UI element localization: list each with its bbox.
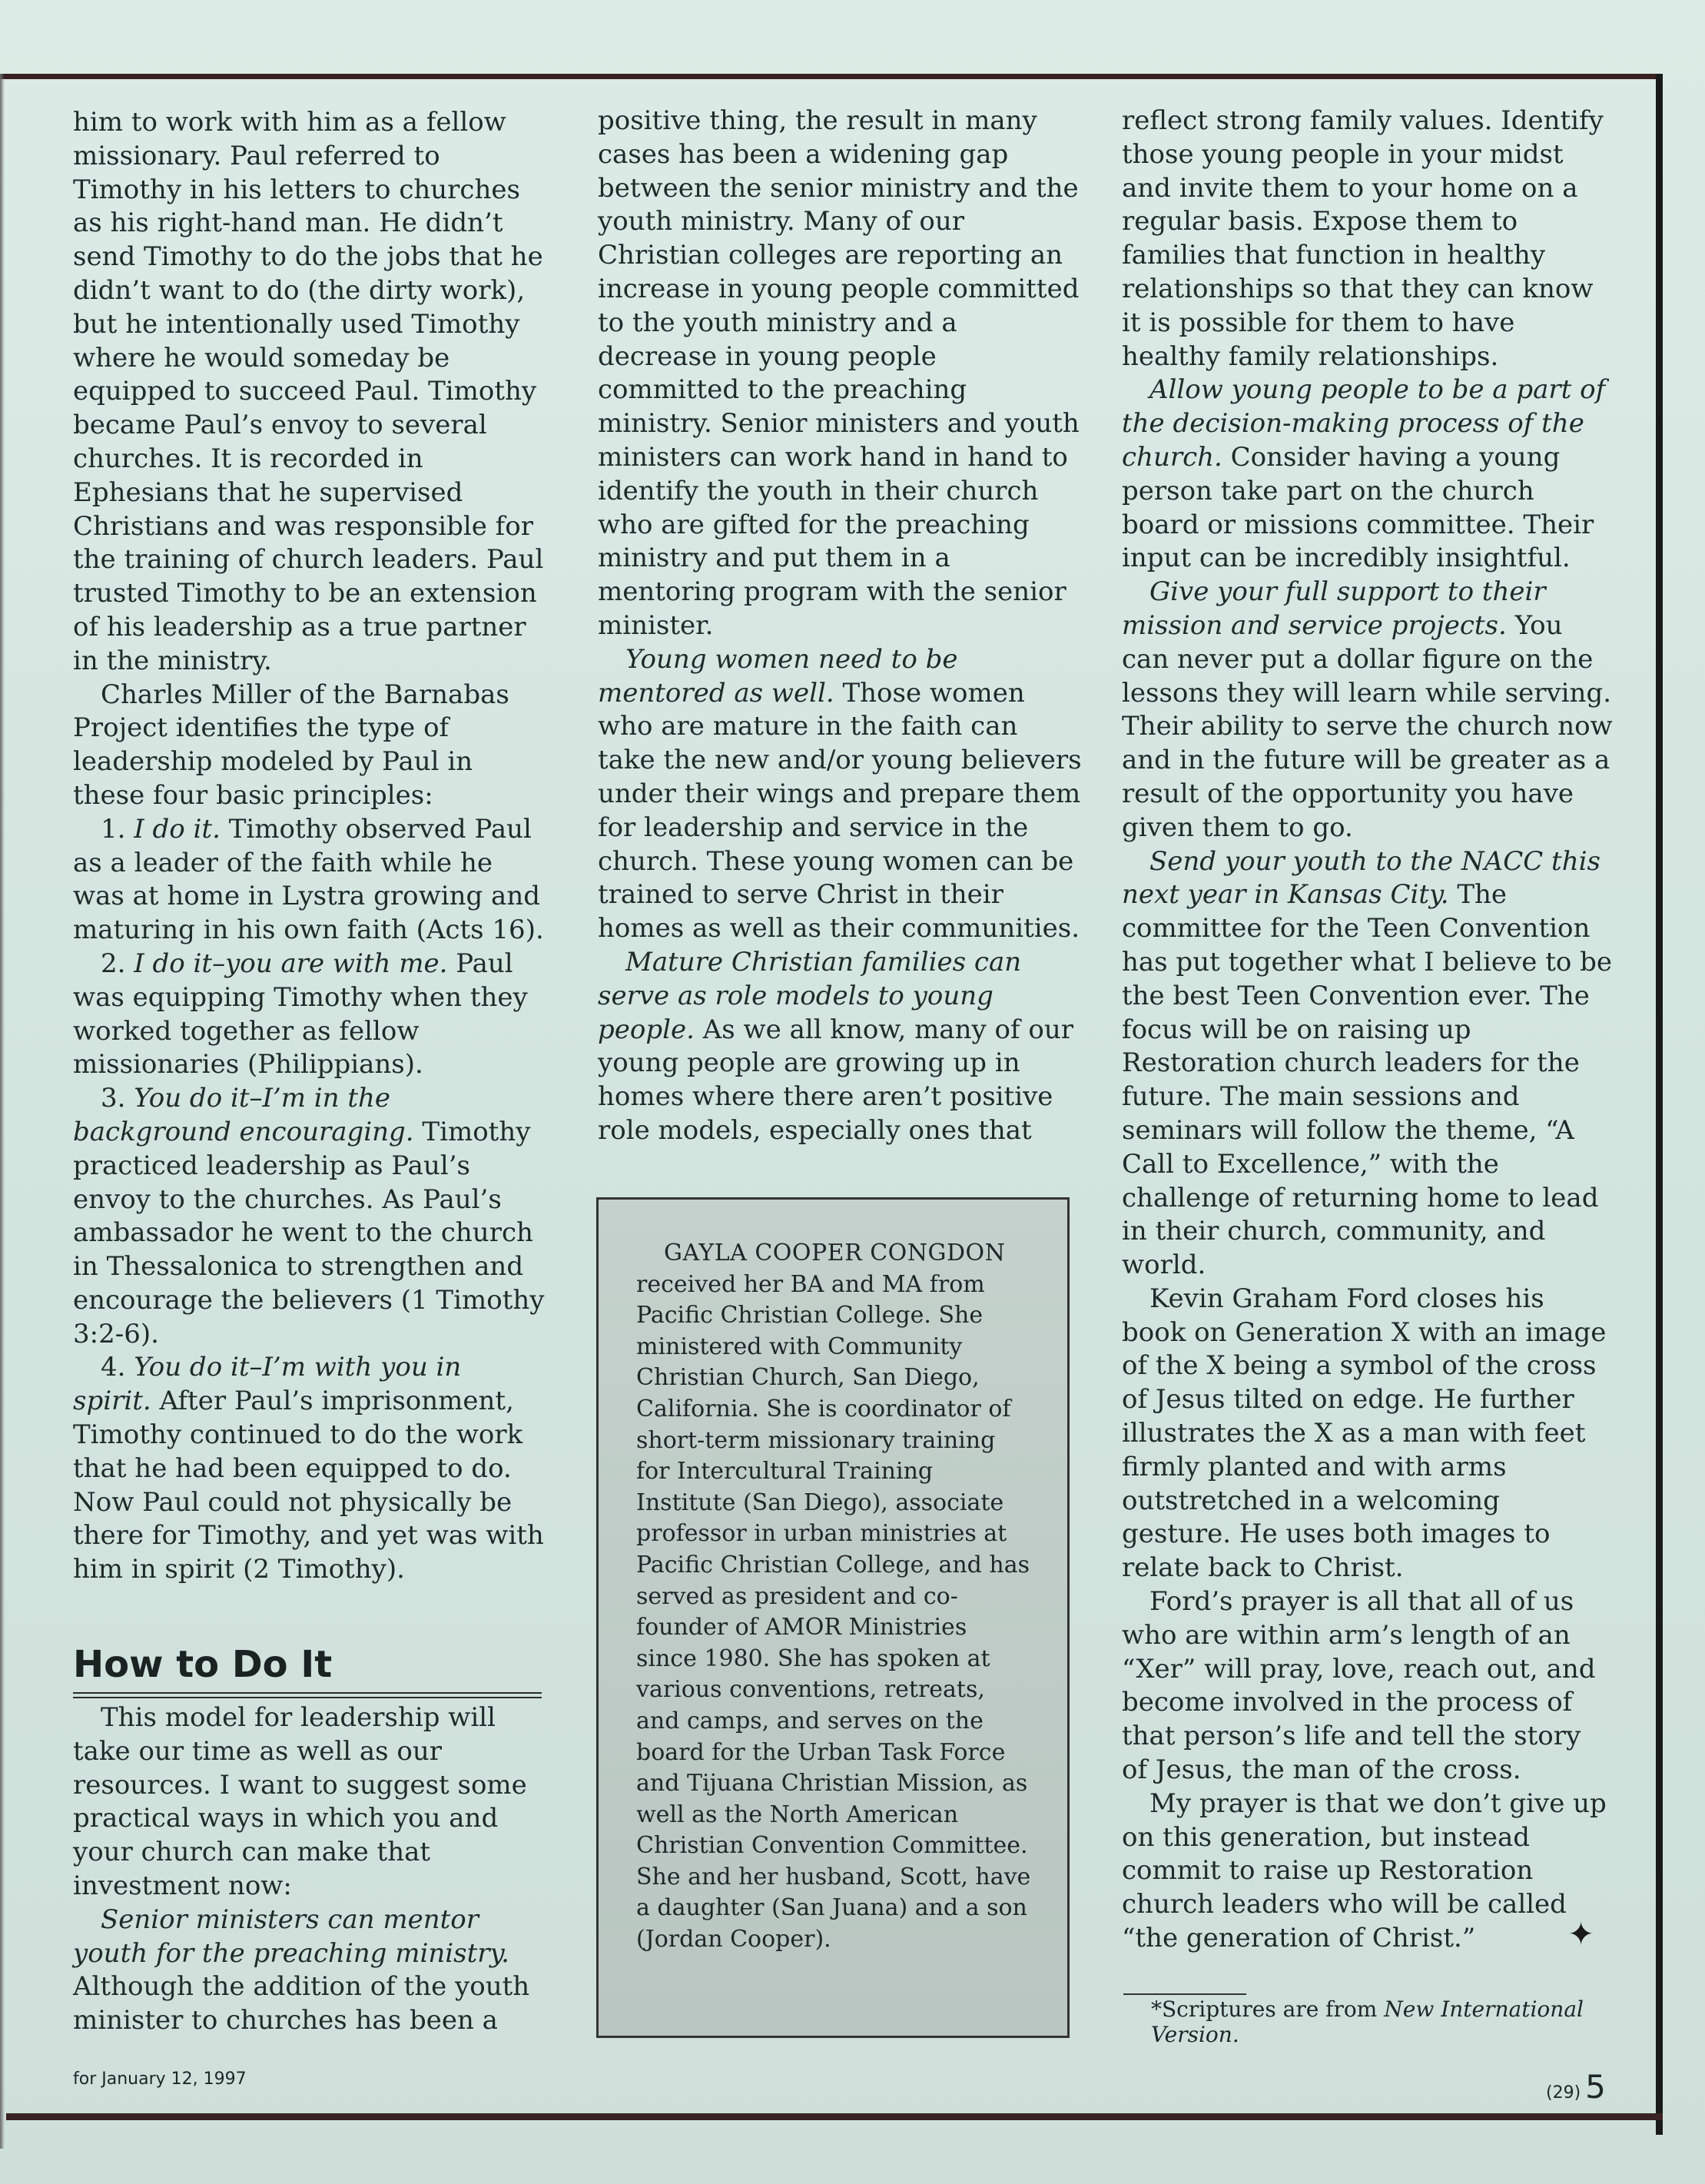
col2-paragraph-2: Young women need to be mentored as well. Those women who are mature in the faith can take the new and/or young believers under their wings and prepare them for leadership and service in the church. These young women can be trained to serve Christ in their homes as well as their communities. bbox=[598, 643, 1082, 944]
footnote: *Scriptures are from New International Version. bbox=[1151, 1996, 1584, 2047]
author-bio-text: received her BA and MA from Pacific Christian College. She ministered with Community Christian Church, San Diego, California. She is coordinator of short-term missionary training for Intercultural Training Institute (San Diego), associate professor in urban ministries at Pacific Christian College, and has served as president and co-founder of AMOR Ministries since 1980. She has spoken at various conventions, retreats, and camps, and serves on the board for the Urban Task Force and Tijuana Christian Mission, as well as the North American Christian Convention Committee. She and her husband, Scott, have a daughter (San Juana) and a son (Jordan Cooper). bbox=[636, 1270, 1031, 1953]
column-1-lower bbox=[73, 1701, 546, 2038]
col1-paragraph-2: Charles Miller of the Barnabas Project identifies the type of leadership modeled by Paul in these four basic principles: bbox=[73, 679, 509, 811]
author-bio-box bbox=[596, 1197, 1070, 2038]
issue-date: for January 12, 1997 bbox=[73, 2069, 247, 2089]
footnote-rule bbox=[1123, 1993, 1246, 1995]
principle-4: 4. You do it–I’m with you in spirit. After Paul’s imprisonment, Timothy continued to do the work that he had been equipped to do. Now Paul could not physically be there for Timothy, and yet was with him in spirit (2 Timothy). bbox=[73, 1352, 544, 1585]
heading-rule bbox=[73, 1692, 542, 1698]
page-edge-shadow bbox=[0, 74, 5, 2149]
page-number: 5 bbox=[1585, 2068, 1606, 2106]
col2-paragraph-1: positive thing, the result in many cases has been a widening gap between the senior ministry and the youth ministry. Many of our Christian colleges are reporting an increase in young people committed to the youth ministry and a decrease in young people committed to the preaching ministry. Senior ministers and youth ministers can work hand in hand to identify the youth in their church who are gifted for the preaching ministry and put them in a mentoring program with the senior minister. bbox=[598, 105, 1080, 641]
principle-1: 1. I do it. Timothy observed Paul as a leader of the faith while he was at home in Lystra growing and maturing in his own faith (Acts 16). bbox=[73, 813, 544, 946]
col3-paragraph-6: Ford’s prayer is all that all of us who are within arm’s length of an “Xer” will pray, love, reach out, and become involved in the process of that person’s life and tell the story of Jesus, the man of the cross. bbox=[1122, 1586, 1596, 1786]
issue-page-number: (29) bbox=[1546, 2083, 1581, 2103]
col3-paragraph-3: Give your full support to their mission and service projects. You can never put a dollar figure on the lessons they will learn while serving. Their ability to serve the church now and in the future will be greater as a result of the opportunity you have given them to go. bbox=[1122, 576, 1613, 843]
frame-right-border bbox=[1656, 74, 1663, 2135]
col1-paragraph-3: This model for leadership will take our time as well as our resources. I want to suggest some practical ways in which you and your church can make that investment now: bbox=[73, 1702, 527, 1901]
principle-3: 3. You do it–I’m in the background encouraging. Timothy practiced leadership as Paul’s envoy to the churches. As Paul’s ambassador he went to the church in Thessalonica to strengthen and encourage the believers (1 Timothy 3:2-6). bbox=[73, 1083, 545, 1349]
column-2 bbox=[598, 105, 1082, 1148]
col3-paragraph-4: Send your youth to the NACC this next year in Kansas City. The committee for the Teen Convention has put together what I believe to be the best Teen Convention ever. The focus will be on raising up Restoration church leaders for the future. The main sessions and seminars will follow the theme, “A Call to Excellence,” with the challenge of returning home to lead in their church, community, and world. bbox=[1122, 845, 1613, 1281]
col3-paragraph-2: Allow young people to be a part of the decision-making process of the church. Consider having a young person take part on the church board or missions committee. Their input can be incredibly insightful. bbox=[1122, 374, 1606, 574]
col3-paragraph-7: My prayer is that we don’t give up on this generation, but instead commit to raise up Restoration church leaders who will be called “the generation of Christ.” bbox=[1122, 1787, 1607, 1954]
col2-paragraph-3: Mature Christian families can serve as role models to young people. As we all know, many of our young people are growing up in homes where there aren’t positive role models, especially ones that bbox=[598, 946, 1073, 1146]
author-name: GAYLA COOPER CONGDON bbox=[664, 1240, 1006, 1266]
col3-paragraph-1: reflect strong family values. Identify those young people in your midst and invite them to your home on a regular basis. Expose them to families that function in healthy relationships so that they can know it is possible for them to have healthy family relationships. bbox=[1122, 105, 1604, 372]
col1-paragraph-4: Senior ministers can mentor youth for the preaching ministry. Although the addition of the youth minister to churches has been a bbox=[73, 1904, 530, 2036]
col1-paragraph-1: him to work with him as a fellow missionary. Paul referred to Timothy in his letters to churches as his right-hand man. He didn’t send Timothy to do the jobs that he didn’t want to do (the dirty work), but he intentionally used Timothy where he would someday be equipped to succeed Paul. Timothy became Paul’s envoy to several churches. It is recorded in Ephesians that he supervised Christians and was responsible for the training of church leaders. Paul trusted Timothy to be an extension of his leadership as a true partner in the ministry. bbox=[73, 107, 544, 676]
end-of-article-icon: ✦ bbox=[1567, 1915, 1595, 1953]
page-folio bbox=[1546, 2068, 1606, 2106]
frame-bottom-border bbox=[6, 2113, 1663, 2120]
column-1 bbox=[73, 106, 546, 1587]
principle-2: 2. I do it–you are with me. Paul was equipping Timothy when they worked together as fellow missionaries (Philippians). bbox=[73, 948, 528, 1080]
column-3 bbox=[1122, 105, 1614, 1956]
col3-paragraph-5: Kevin Graham Ford closes his book on Generation X with an image of the X being a symbol of the cross of Jesus tilted on edge. He further illustrates the X as a man with feet firmly planted and with arms outstretched in a welcoming gesture. He uses both images to relate back to Christ. bbox=[1122, 1283, 1607, 1584]
section-heading: How to Do It bbox=[73, 1643, 333, 1686]
frame-top-border bbox=[0, 74, 1661, 79]
